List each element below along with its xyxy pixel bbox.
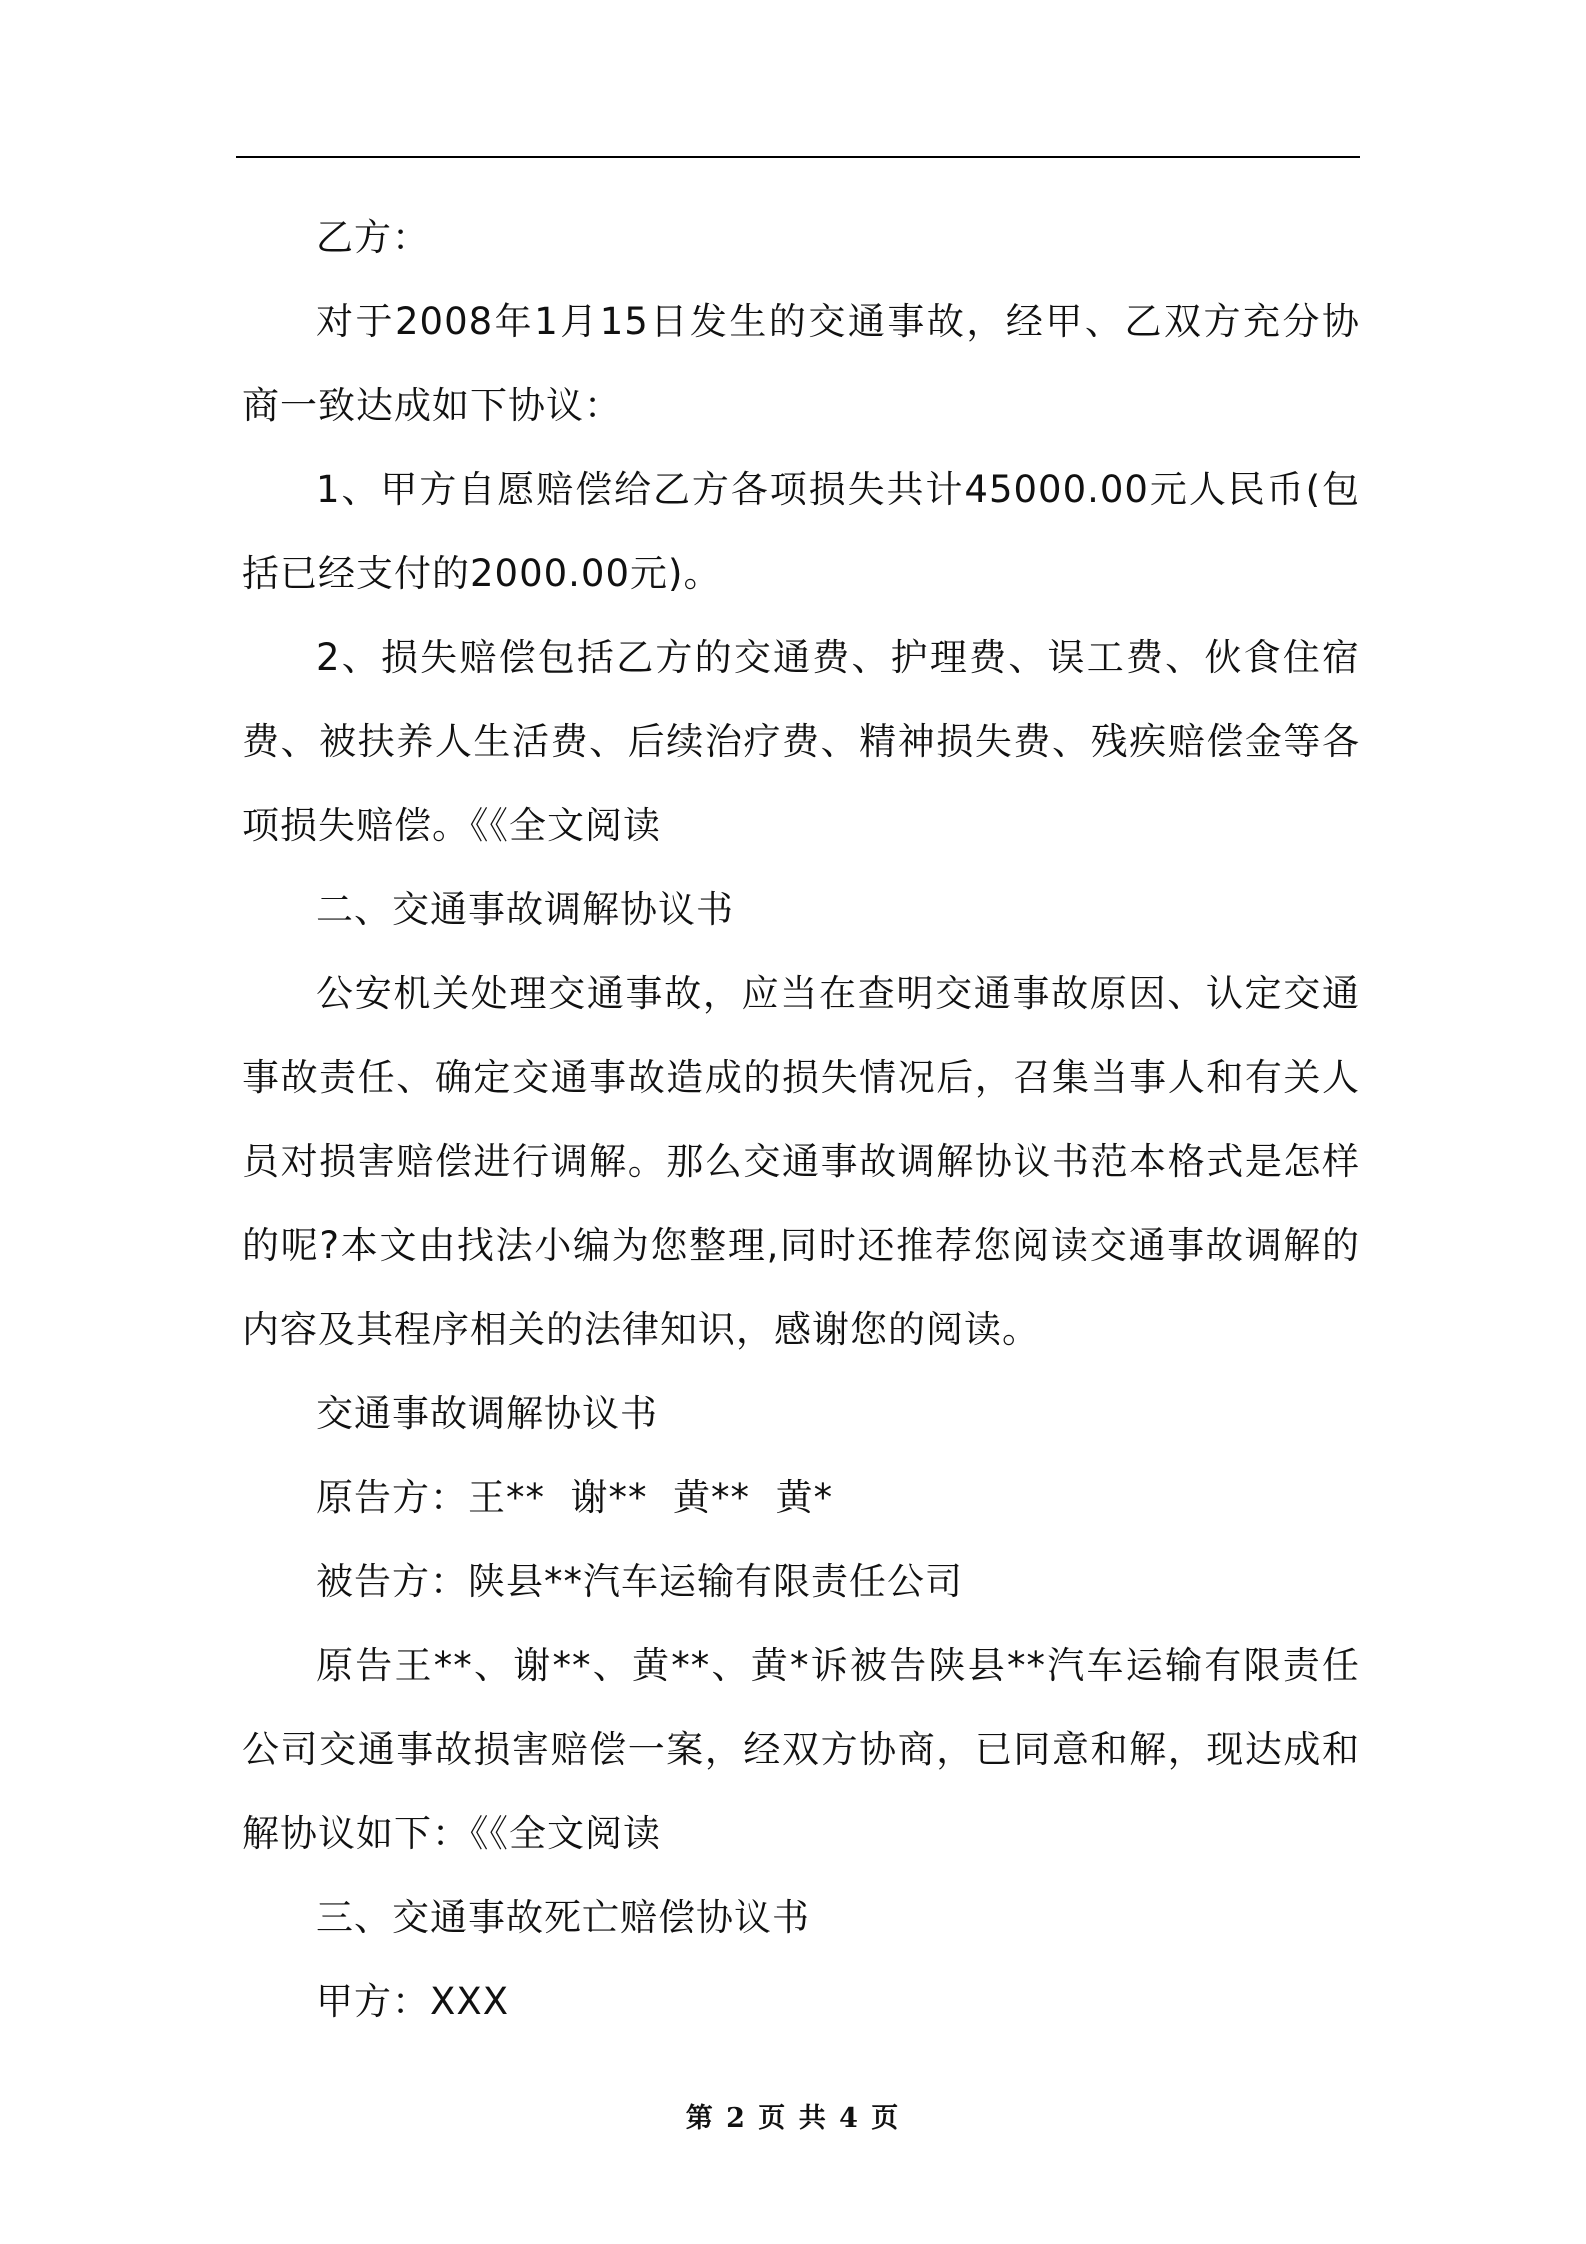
mediation-agreement-title: 交通事故调解协议书 — [316, 1392, 658, 1435]
plaintiffs-line: 原告方：王** 谢** 黄** 黄* — [316, 1476, 834, 1519]
section-2-intro: 公安机关处理交通事故，应当在查明交通事故原因、认定交通事故责任、确定交通事故造成的损失情况后，召集当事人和有关人员对损害赔偿进行调解。那么交通事故调解协议书范本格式是怎样的呢?本文由找法小编为您整理,同时还推荐您阅读交通事故调解的内容及其程序相关的法律知识，感谢您的阅读。 — [242, 972, 1360, 1351]
section-heading-2: 二、交通事故调解协议书 — [316, 888, 734, 931]
section-heading-3: 三、交通事故死亡赔偿协议书 — [316, 1896, 810, 1939]
party-a-line: 甲方：XXX — [316, 1980, 510, 2023]
settlement-paragraph: 原告王**、谢**、黄**、黄*诉被告陕县**汽车运输有限责任公司交通事故损害赔偿一案，经双方协商，已同意和解，现达成和解协议如下：《《全文阅读 — [242, 1644, 1360, 1855]
document-body — [242, 196, 1360, 2044]
party-b-label: 乙方： — [316, 216, 430, 259]
defendant-line: 被告方：陕县**汽车运输有限责任公司 — [316, 1560, 963, 1603]
agreement-intro: 对于2008年1月15日发生的交通事故，经甲、乙双方充分协商一致达成如下协议： — [242, 300, 1360, 427]
read-full-text-link[interactable]: 《《全文阅读 — [470, 804, 661, 847]
clause-1: 1、甲方自愿赔偿给乙方各项损失共计45000.00元人民币(包括已经支付的2000.00元)。 — [242, 468, 1360, 595]
read-full-text-link[interactable]: 《《全文阅读 — [470, 1812, 661, 1855]
clause-2: 2、损失赔偿包括乙方的交通费、护理费、误工费、伙食住宿费、被扶养人生活费、后续治疗费、精神损失费、残疾赔偿金等各项损失赔偿。《《全文阅读 — [242, 636, 1360, 847]
header-rule — [236, 156, 1360, 158]
page-number: 第 2 页 共 4 页 — [685, 2103, 901, 2134]
